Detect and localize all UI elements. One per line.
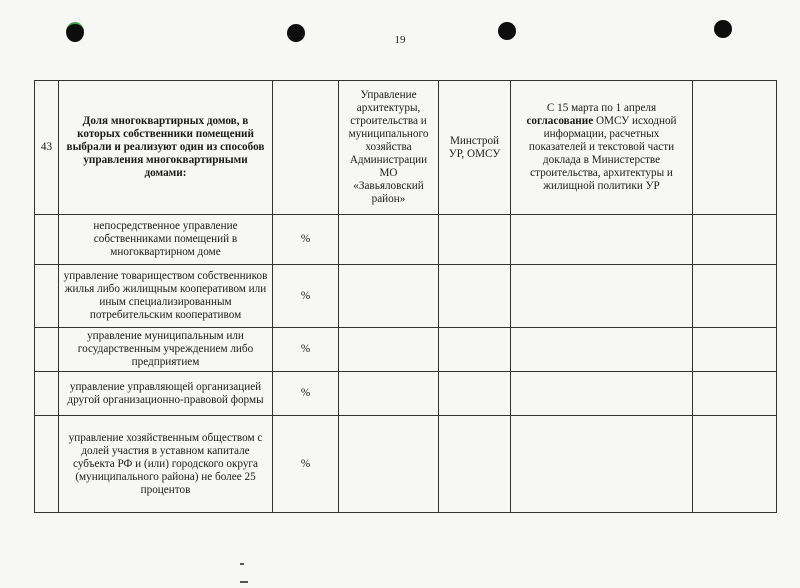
deadline-prefix: С 15 марта по 1 апреля xyxy=(546,102,657,114)
indicators-table xyxy=(34,80,777,513)
sub-indicator-unit: % xyxy=(273,328,339,372)
unit-cell xyxy=(273,81,339,215)
deadline-keyword: согласование xyxy=(526,115,594,127)
sub-indicator-label: управление хозяйственным обществом с долей участия в уставном капитале субъекта РФ и (или) городского округа (муниципального района) не более 25 процентов xyxy=(59,416,273,513)
scan-marks xyxy=(240,552,300,556)
table-row xyxy=(35,265,777,328)
table-row xyxy=(35,416,777,513)
recipients-cell: Минстрой УР, ОМСУ xyxy=(439,81,511,215)
sub-indicator-label: управление управляющей организацией другой организационно-правовой формы xyxy=(59,372,273,416)
sub-indicator-label: управление муниципальным или государственным учреждением либо предприятием xyxy=(59,328,273,372)
deadline-cell xyxy=(511,81,693,215)
table-row xyxy=(35,215,777,265)
table-row xyxy=(35,372,777,416)
sub-indicator-unit: % xyxy=(273,265,339,328)
deadline-rest: ОМСУ исходной информации, расчетных показателей и текстовой части доклада в Министерстве строительства, архитектуры и жилищной политики УР xyxy=(528,115,677,192)
table-row xyxy=(35,328,777,372)
indicator-name: Доля многоквартирных домов, в которых собственники помещений выбрали и реализуют один из способов управления многоквартирными домами: xyxy=(59,81,273,215)
row-number: 43 xyxy=(35,81,59,215)
sub-indicator-unit: % xyxy=(273,215,339,265)
sub-indicator-label: непосредственное управление собственниками помещений в многоквартирном доме xyxy=(59,215,273,265)
sub-indicator-unit: % xyxy=(273,416,339,513)
sub-indicator-label: управление товариществом собственников жилья либо жилищным кооперативом или иным специализированным потребительским кооперативом xyxy=(59,265,273,328)
note-cell xyxy=(693,81,777,215)
sub-indicator-unit: % xyxy=(273,372,339,416)
table-row-main xyxy=(35,81,777,215)
page-number: 19 xyxy=(394,34,406,46)
responsible-cell: Управление архитектуры, строительства и муниципального хозяйства Администрации МО «Завьяловский район» xyxy=(339,81,439,215)
